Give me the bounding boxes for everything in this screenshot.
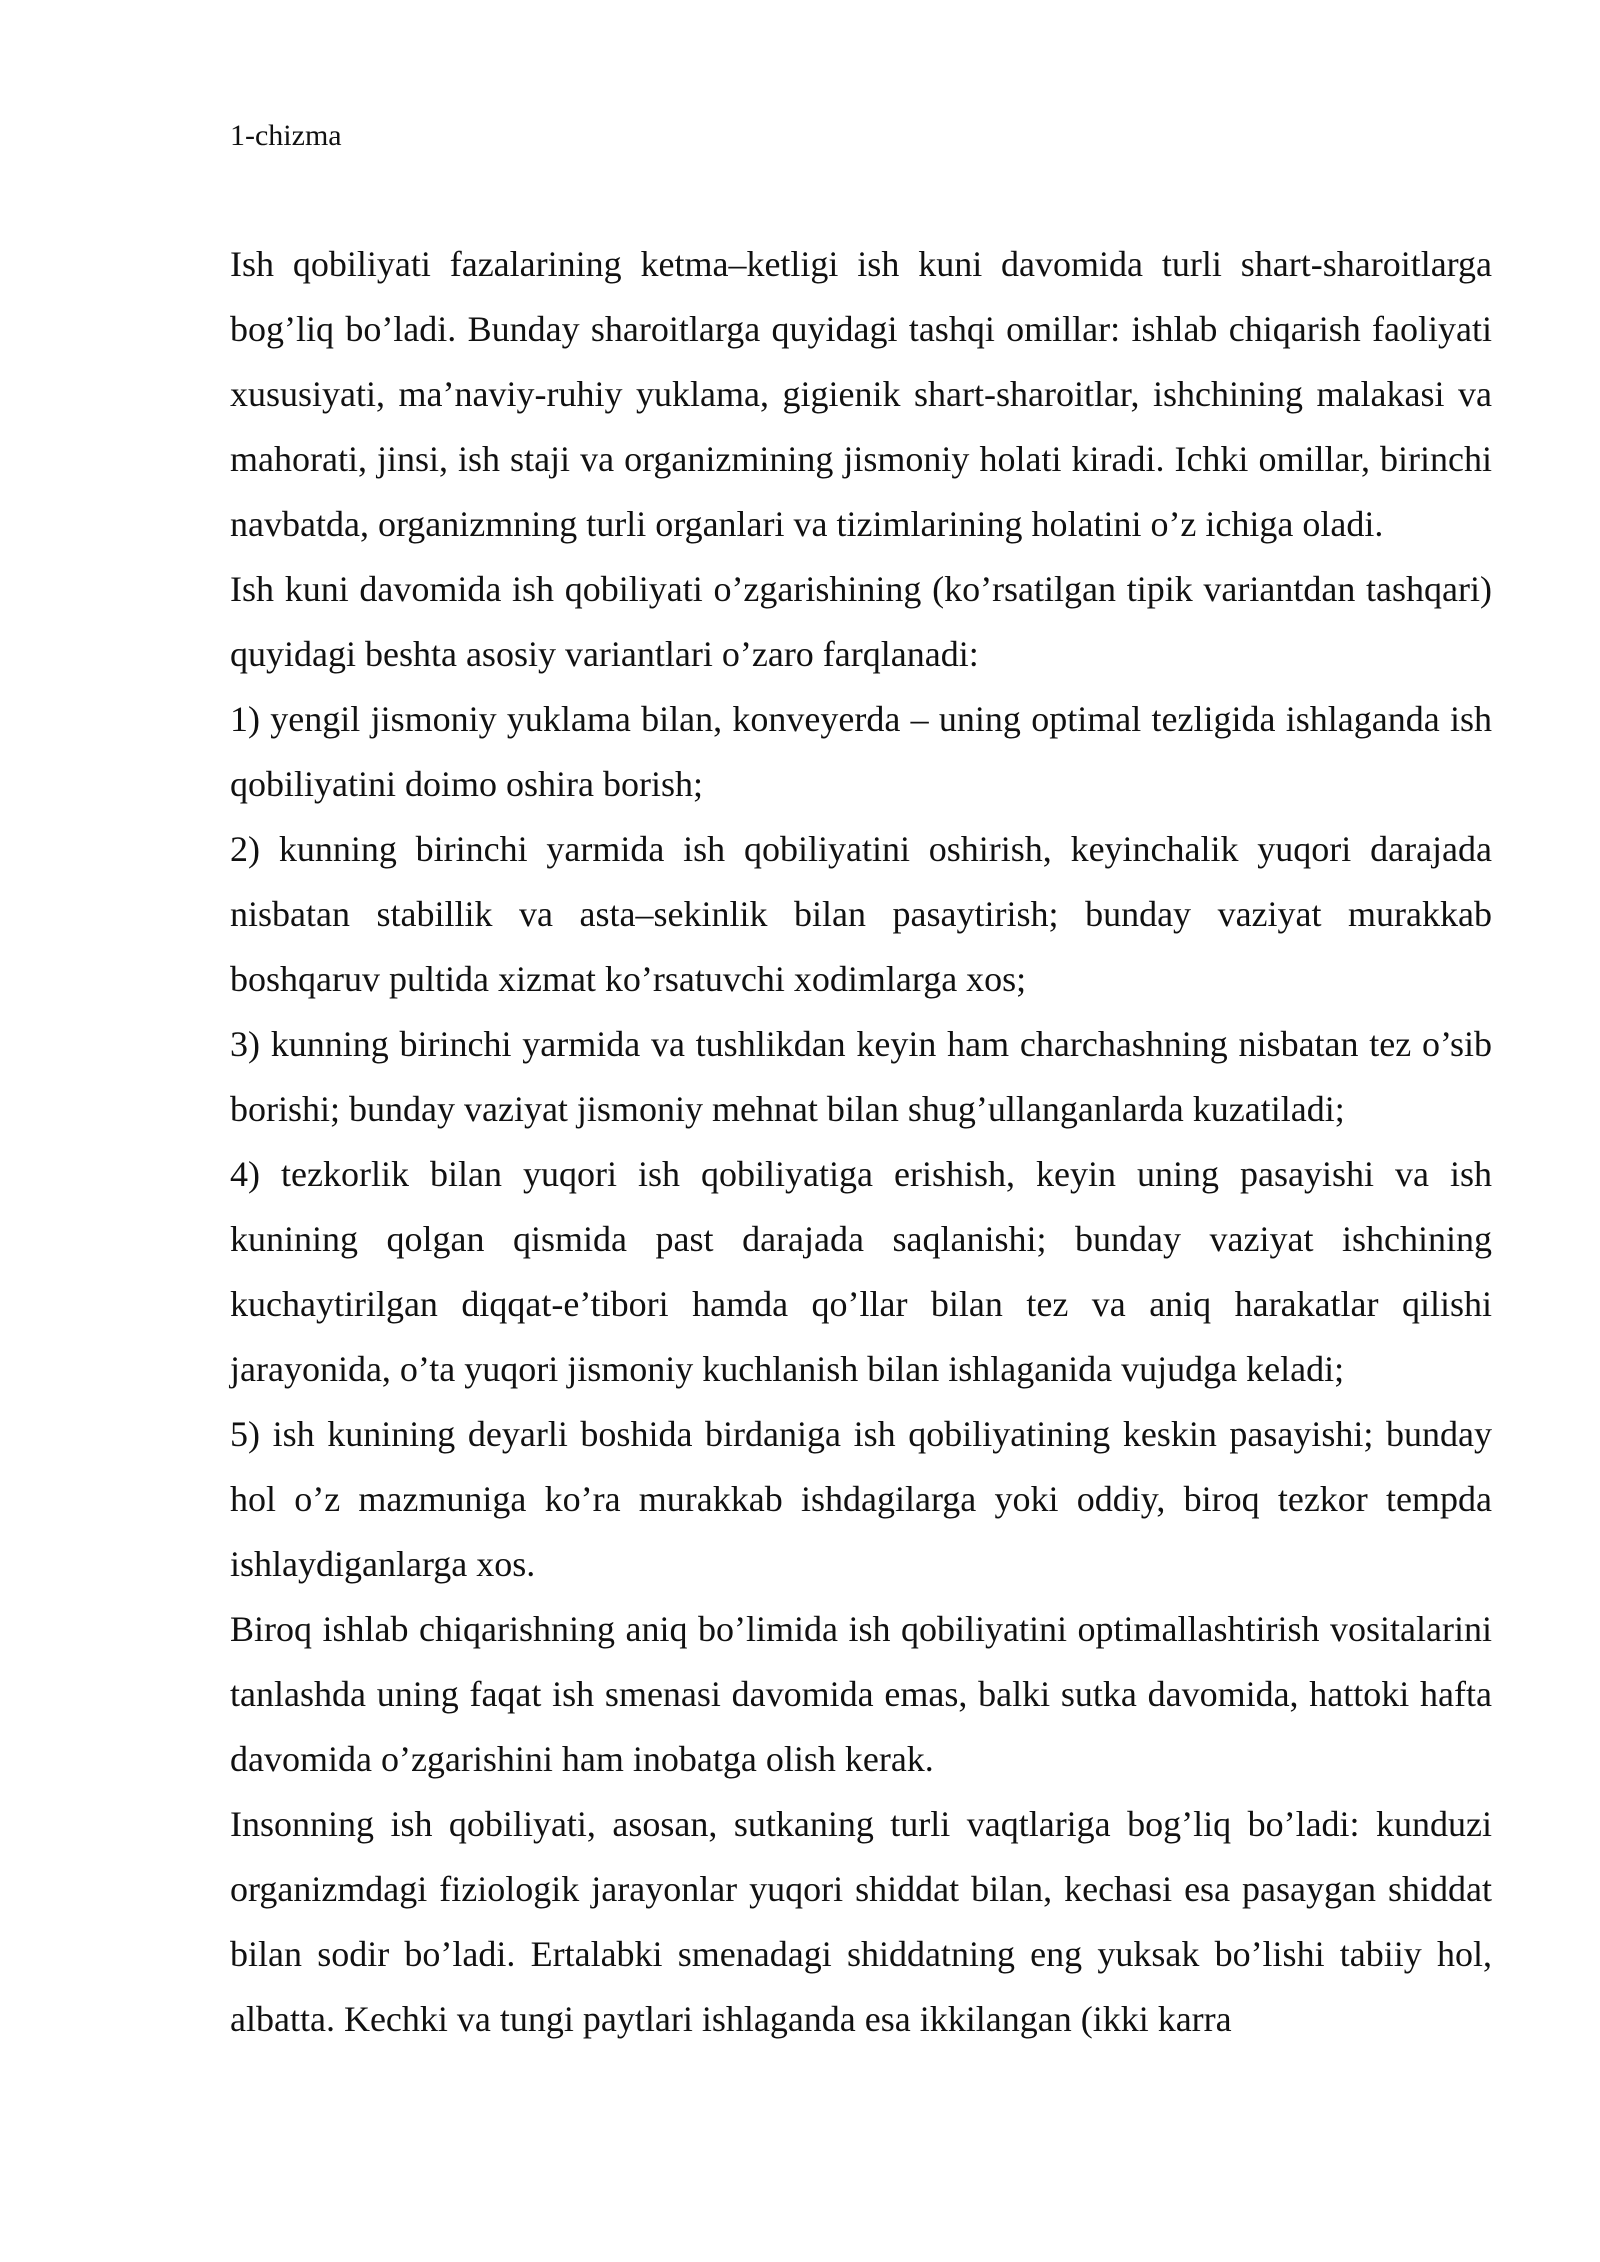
list-item: [230, 817, 1492, 1012]
list-item-text: kunning birinchi yarmida ish qobiliyatini oshirish, keyinchalik yuqori darajada nisbatan stabillik va asta–sekinlik bilan pasaytirish; bunday vaziyat murakkab boshqaruv pultida xizmat ko’rsatuvchi xodimlarga xos;: [230, 829, 1493, 999]
figure-caption: 1-chizma: [230, 119, 342, 152]
list-item-number: 2): [230, 829, 260, 869]
list-item: [230, 1012, 1492, 1142]
list-item-number: 3): [230, 1024, 260, 1064]
paragraph: Ish kuni davomida ish qobiliyati o’zgarishining (ko’rsatilgan tipik variantdan tashqari) quyidagi beshta asosiy variantlari o’zaro farqlanadi:: [230, 569, 1492, 674]
list-item-text: yengil jismoniy yuklama bilan, konveyerda – uning optimal tezligida ishlaganda ish qobiliyatini doimo oshira borish;: [230, 699, 1492, 804]
paragraph: Insonning ish qobiliyati, asosan, sutkaning turli vaqtlariga bog’liq bo’ladi: kunduzi organizmdagi fiziologik jarayonlar yuqori shiddat bilan, kechasi esa pasaygan shiddat bilan sodir bo’ladi. Ertalabki smenadagi shiddatning eng yuksak bo’lishi tabiiy hol, albatta. Kechki va tungi paytlari ishlaganda esa ikkilangan (ikki karra: [230, 1804, 1492, 2039]
list-item-text: ish kunining deyarli boshida birdaniga ish qobiliyatining keskin pasayishi; bunday hol o’z mazmuniga ko’ra murakkab ishdagilarga yoki oddiy, biroq tezkor tempda ishlaydiganlarga xos.: [230, 1414, 1493, 1584]
list-item-number: 4): [230, 1154, 260, 1194]
list-item: [230, 687, 1492, 817]
document-body: [230, 232, 1492, 2052]
list-item-text: tezkorlik bilan yuqori ish qobiliyatiga erishish, keyin uning pasayishi va ish kunining qolgan qismida past darajada saqlanishi; bunday vaziyat ishchining kuchaytirilgan diqqat-e’tibori hamda qo’llar bilan tez va aniq harakatlar qilishi jarayonida, o’ta yuqori jismoniy kuchlanish bilan ishlaganida vujudga keladi;: [230, 1154, 1492, 1389]
paragraph: Ish qobiliyati fazalarining ketma–ketligi ish kuni davomida turli shart-sharoitlarga bog’liq bo’ladi. Bunday sharoitlarga quyidagi tashqi omillar: ishlab chiqarish faoliyati xususiyati, ma’naviy-ruhiy yuklama, gigienik shart-sharoitlar, ishchining malakasi va mahorati, jinsi, ish staji va organizmining jismoniy holati kiradi. Ichki omillar, birinchi navbatda, organizmning turli organlari va tizimlarining holatini o’z ichiga oladi.: [230, 244, 1492, 544]
list-item: [230, 1402, 1492, 1597]
list-item: [230, 1142, 1492, 1402]
list-item-number: 5): [230, 1414, 260, 1454]
paragraph: Biroq ishlab chiqarishning aniq bo’limida ish qobiliyatini optimallashtirish vositalarini tanlashda uning faqat ish smenasi davomida emas, balki sutka davomida, hattoki hafta davomida o’zgarishini ham inobatga olish kerak.: [230, 1609, 1492, 1779]
list-item-text: kunning birinchi yarmida va tushlikdan keyin ham charchashning nisbatan tez o’sib borishi; bunday vaziyat jismoniy mehnat bilan shug’ullanganlarda kuzatiladi;: [230, 1024, 1493, 1129]
list-item-number: 1): [230, 699, 260, 739]
